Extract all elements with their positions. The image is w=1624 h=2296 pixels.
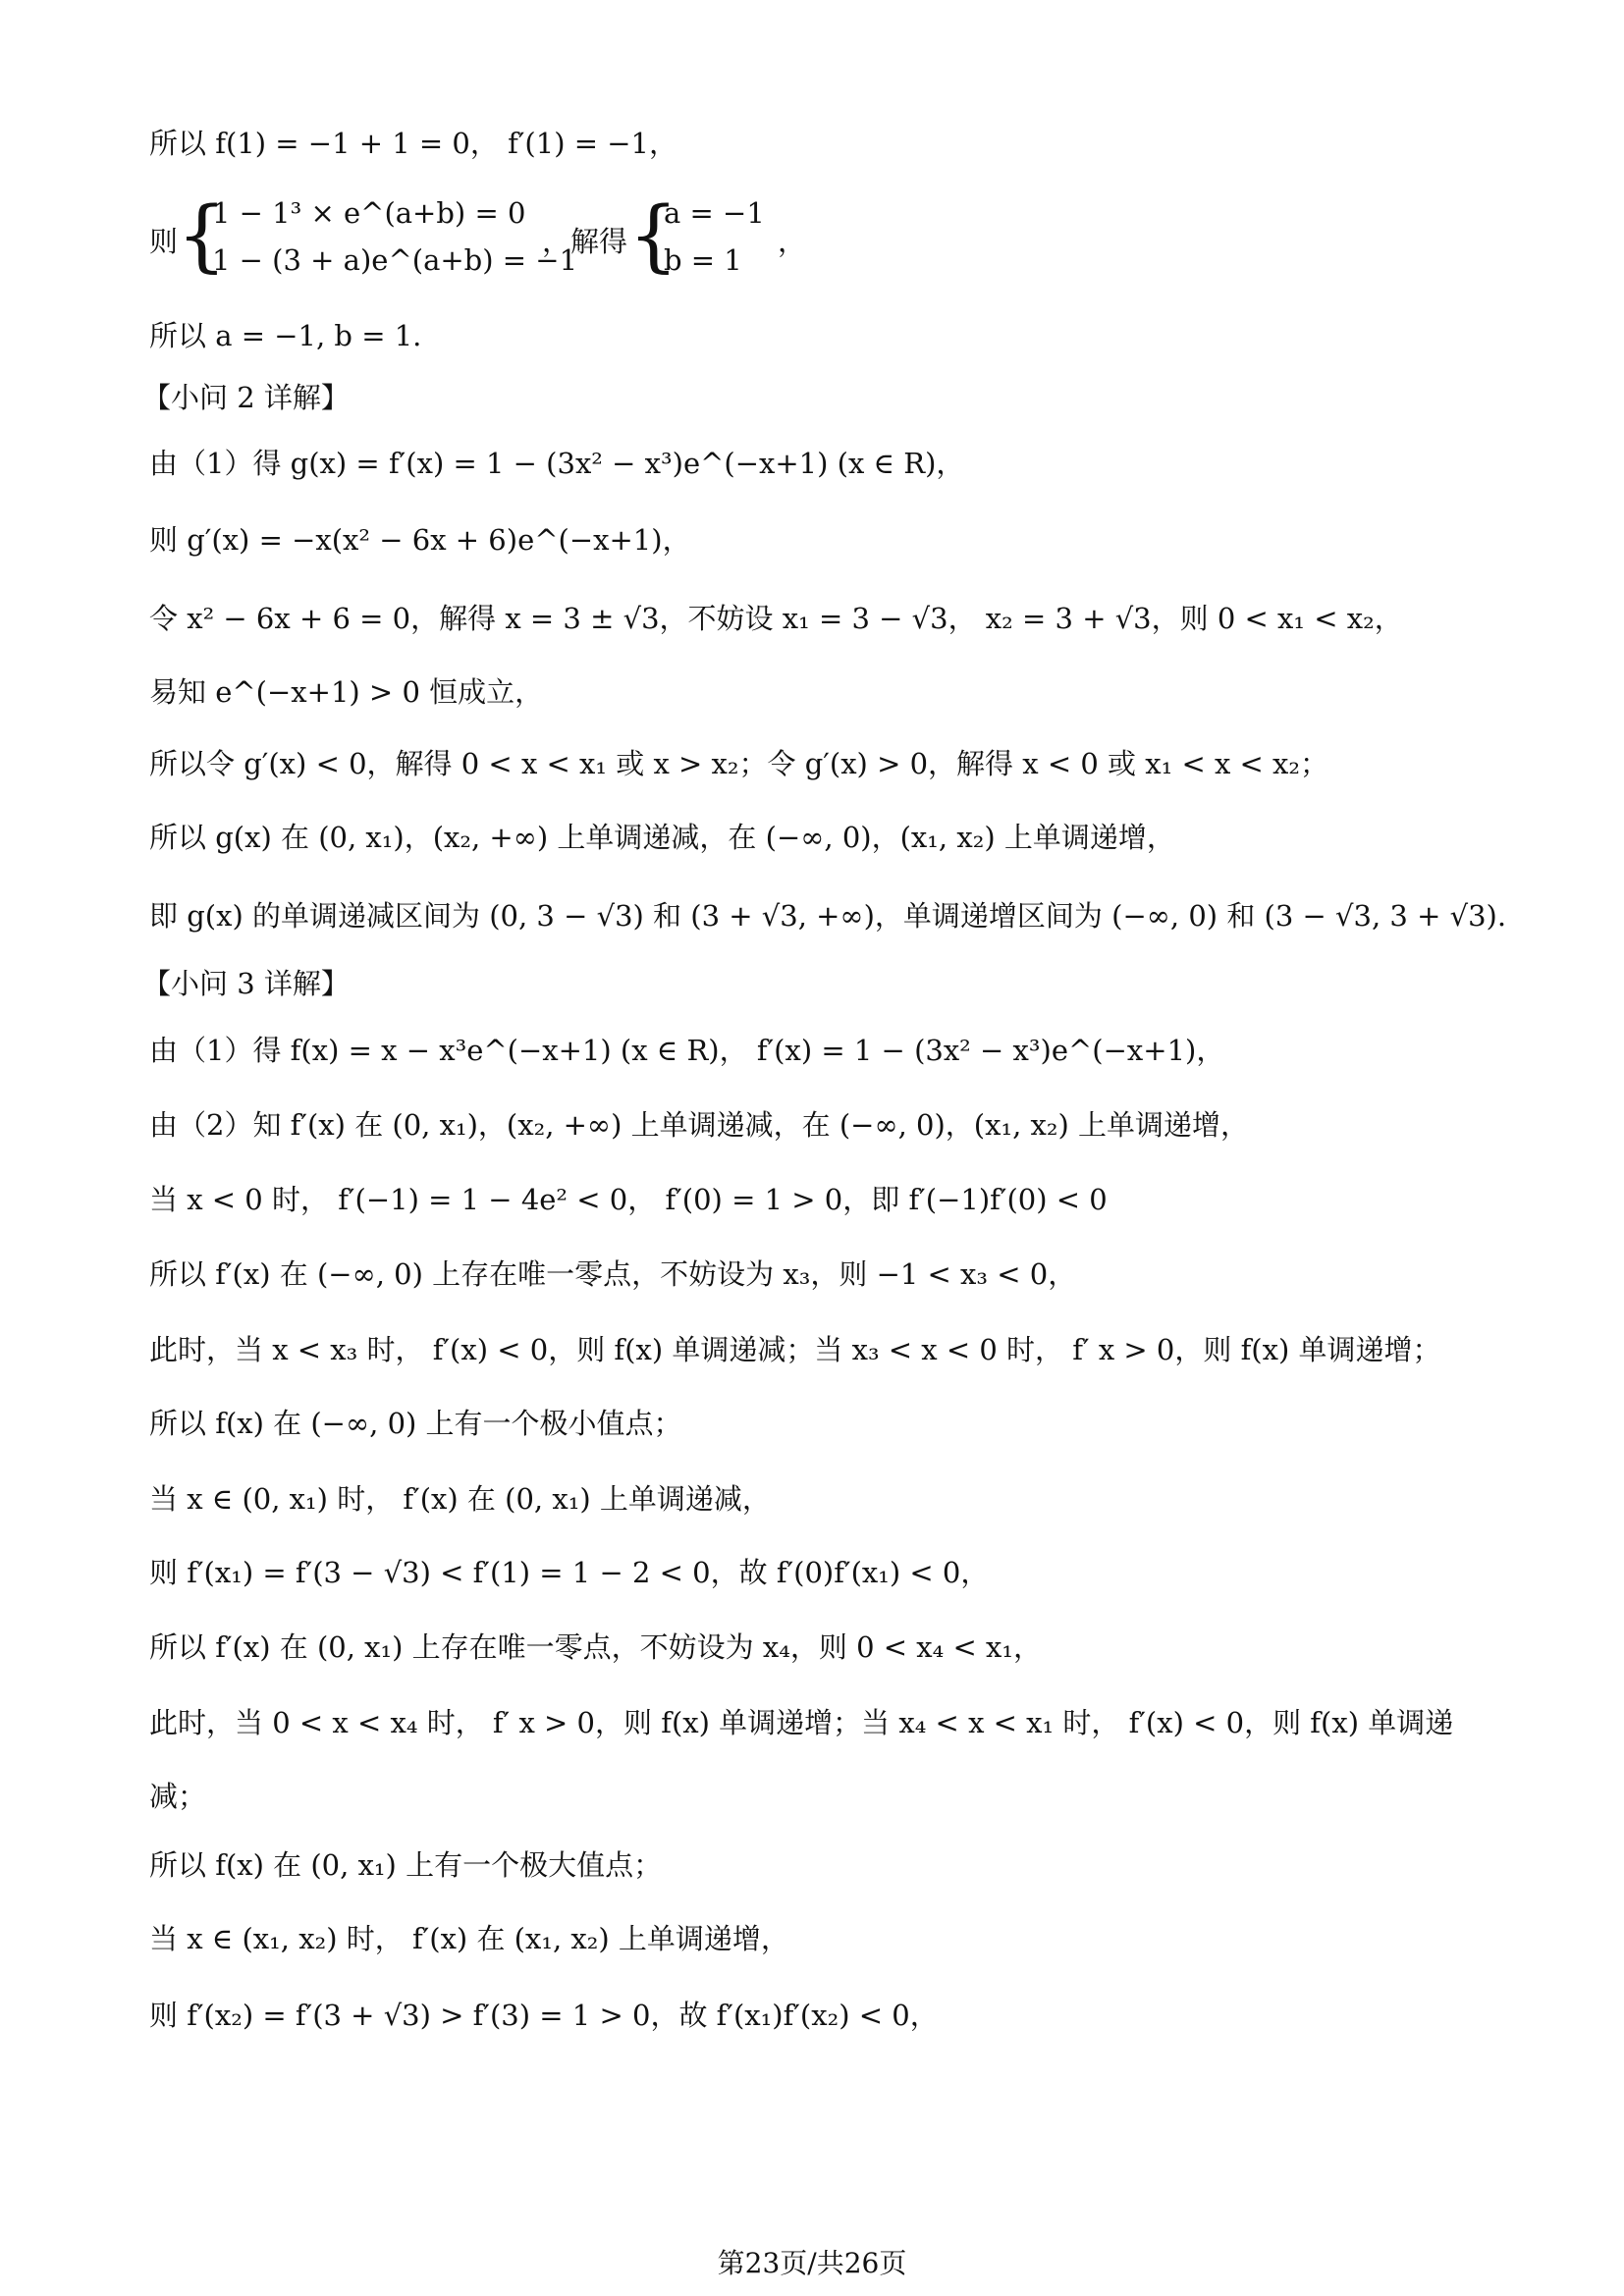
text-line: 由（1）得 g(x) = f′(x) = 1 − (3x² − x³)e^(−x+1) (x ∈ R)， xyxy=(149,447,965,480)
text-line: 当 x ∈ (0, x₁) 时， f′(x) 在 (0, x₁) 上单调递减， xyxy=(149,1482,771,1516)
text-line: 即 g(x) 的单调递减区间为 (0, 3 − √3) 和 (3 + √3, +∞)，单调递增区间为 (−∞, 0) 和 (3 − √3, 3 + √3). xyxy=(149,899,1507,933)
text-line: 所以 f(1) = −1 + 1 = 0， f′(1) = −1， xyxy=(149,127,677,160)
text-line: 所以令 g′(x) < 0，解得 0 < x < x₁ 或 x > x₂；令 g′(x) > 0，解得 x < 0 或 x₁ < x < x₂； xyxy=(149,747,1329,780)
left-brace: { xyxy=(177,189,227,281)
text-line: 则 g′(x) = −x(x² − 6x + 6)e^(−x+1)， xyxy=(149,523,691,557)
equation-system xyxy=(149,189,1033,287)
text-line: 则 f′(x₁) = f′(3 − √3) < f′(1) = 1 − 2 < 0，故 f′(0)f′(x₁) < 0， xyxy=(149,1556,990,1589)
text-line: 所以 f(x) 在 (−∞, 0) 上有一个极小值点； xyxy=(149,1407,682,1440)
system-solution: a = −1 xyxy=(664,196,765,230)
text-line: 减； xyxy=(149,1780,207,1813)
text-line: 所以 a = −1, b = 1. xyxy=(149,319,422,352)
section-heading: 【小问 2 详解】 xyxy=(142,381,350,414)
text-line: 由（1）得 f(x) = x − x³e^(−x+1) (x ∈ R)， f′(x) = 1 − (3x² − x³)e^(−x+1)， xyxy=(149,1034,1225,1067)
text-line: 所以 f(x) 在 (0, x₁) 上有一个极大值点； xyxy=(149,1848,663,1882)
text-line: 当 x ∈ (x₁, x₂) 时， f′(x) 在 (x₁, x₂) 上单调递增， xyxy=(149,1922,789,1955)
system-tail: ， xyxy=(778,225,807,258)
system-equation: 1 − 1³ × e^(a+b) = 0 xyxy=(212,196,526,230)
text-line: 此时，当 0 < x < x₄ 时， f′ x > 0，则 f(x) 单调递增；当 x₄ < x < x₁ 时， f′(x) < 0，则 f(x) 单调递 xyxy=(149,1706,1454,1739)
text-line: 所以 f′(x) 在 (0, x₁) 上存在唯一零点，不妨设为 x₄，则 0 < x₄ < x₁， xyxy=(149,1630,1042,1664)
system-lead: 则 xyxy=(149,225,179,258)
text-line: 则 f′(x₂) = f′(3 + √3) > f′(3) = 1 > 0，故 f′(x₁)f′(x₂) < 0， xyxy=(149,1999,939,2032)
system-equation: 1 − (3 + a)e^(a+b) = −1 xyxy=(212,243,578,277)
text-line: 易知 e^(−x+1) > 0 恒成立， xyxy=(149,675,544,709)
section-heading: 【小问 3 详解】 xyxy=(142,967,350,1000)
text-line: 所以 g(x) 在 (0, x₁)，(x₂, +∞) 上单调递减，在 (−∞, 0)，(x₁, x₂) 上单调递增， xyxy=(149,821,1175,854)
text-line: 当 x < 0 时， f′(−1) = 1 − 4e² < 0， f′(0) = 1 > 0，即 f′(−1)f′(0) < 0 xyxy=(149,1183,1108,1216)
page-number: 第23页/共26页 xyxy=(717,2247,907,2279)
text-line: 所以 f′(x) 在 (−∞, 0) 上存在唯一零点，不妨设为 x₃，则 −1 < x₃ < 0， xyxy=(149,1257,1077,1291)
system-mid-text: ，解得 xyxy=(542,225,628,258)
text-line: 由（2）知 f′(x) 在 (0, x₁)，(x₂, +∞) 上单调递减，在 (−∞, 0)，(x₁, x₂) 上单调递增， xyxy=(149,1108,1250,1142)
system-solution: b = 1 xyxy=(664,243,742,277)
text-line: 此时，当 x < x₃ 时， f′(x) < 0，则 f(x) 单调递减；当 x₃ < x < 0 时， f′ x > 0，则 f(x) 单调递增； xyxy=(149,1333,1441,1366)
left-brace: { xyxy=(628,189,678,281)
text-line: 令 x² − 6x + 6 = 0，解得 x = 3 ± √3，不妨设 x₁ = 3 − √3， x₂ = 3 + √3，则 0 < x₁ < x₂， xyxy=(149,602,1403,635)
